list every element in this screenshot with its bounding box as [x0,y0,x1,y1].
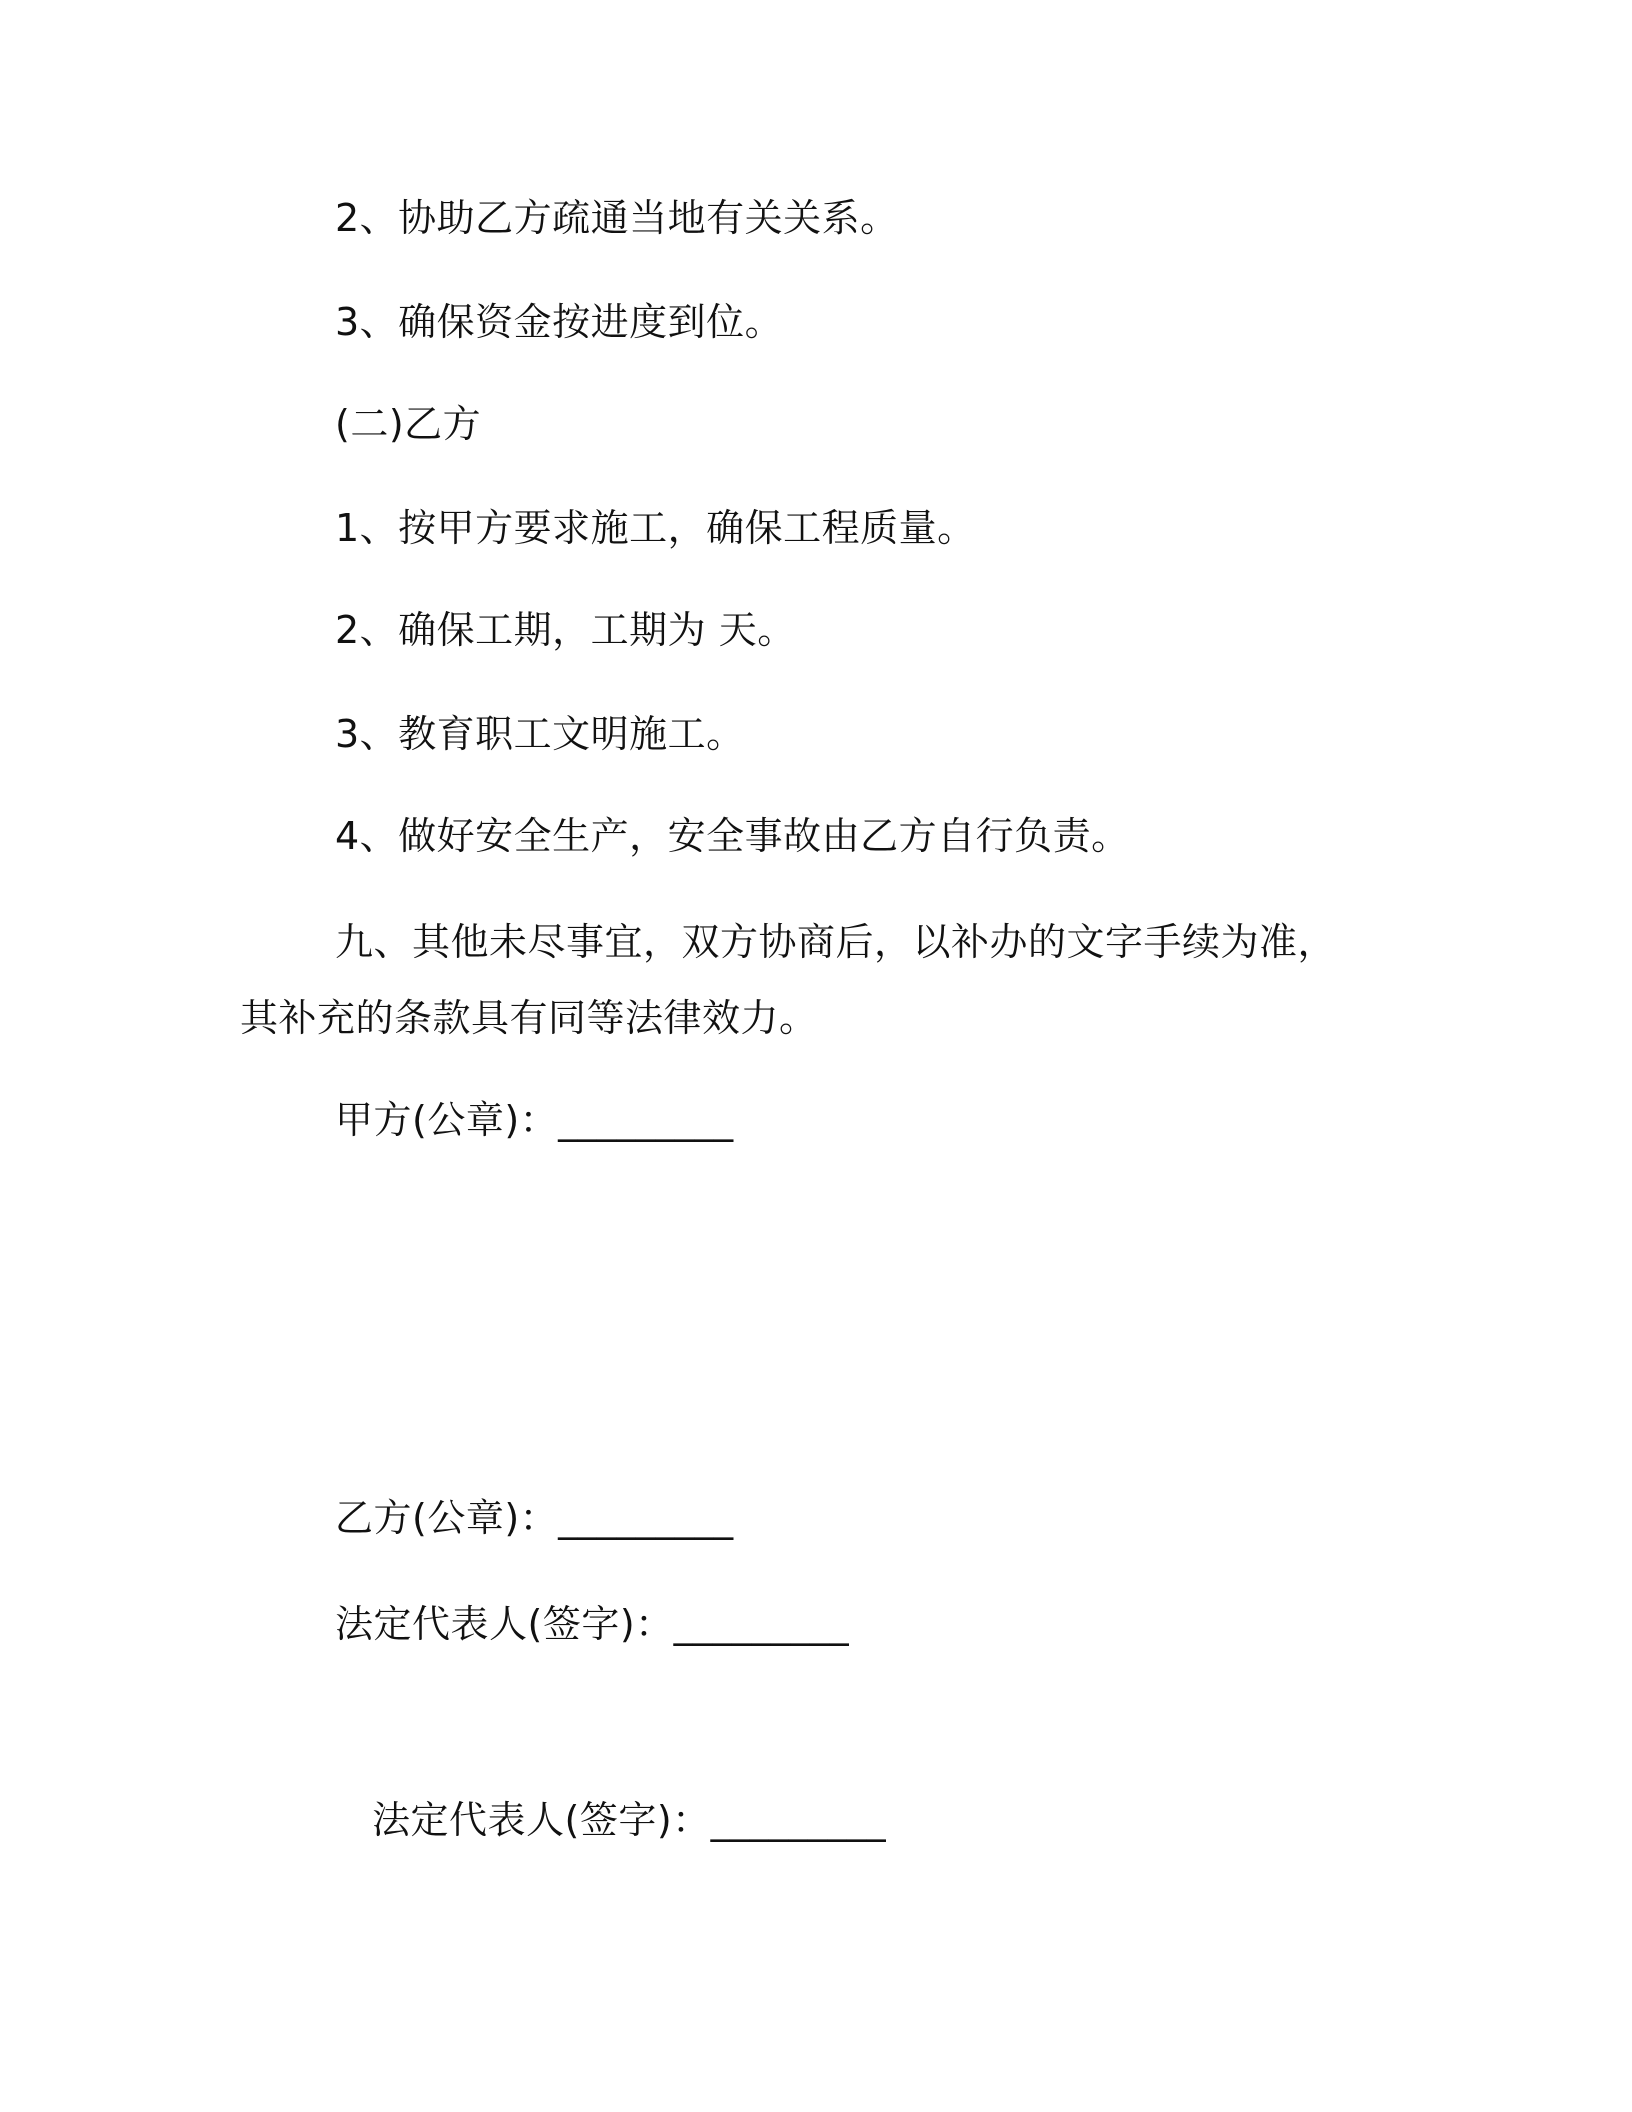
item-party-b-2: 2、确保工期，工期为 天。 [335,608,796,652]
section-party-b-heading: (二)乙方 [335,402,482,446]
clause-nine-paragraph: 九、其他未尽事宜，双方协商后，以补办的文字手续为准，其补充的条款具有同等法律效力。 [240,920,1337,1040]
party-b-seal-line: 乙方(公章)：_________ [335,1496,734,1540]
item-party-b-4: 4、做好安全生产，安全事故由乙方自行负责。 [335,814,1130,858]
item-party-b-1: 1、按甲方要求施工，确保工程质量。 [335,506,976,550]
party-a-seal-line: 甲方(公章)：_________ [335,1098,734,1142]
item-party-a-2: 2、协助乙方疏通当地有关关系。 [335,196,899,240]
item-party-a-3: 3、确保资金按进度到位。 [335,300,784,344]
legal-representative-signature-line-2: 法定代表人(签字)：_________ [372,1798,887,1842]
legal-representative-signature-line: 法定代表人(签字)：_________ [335,1602,850,1646]
item-party-b-3: 3、教育职工文明施工。 [335,712,745,756]
